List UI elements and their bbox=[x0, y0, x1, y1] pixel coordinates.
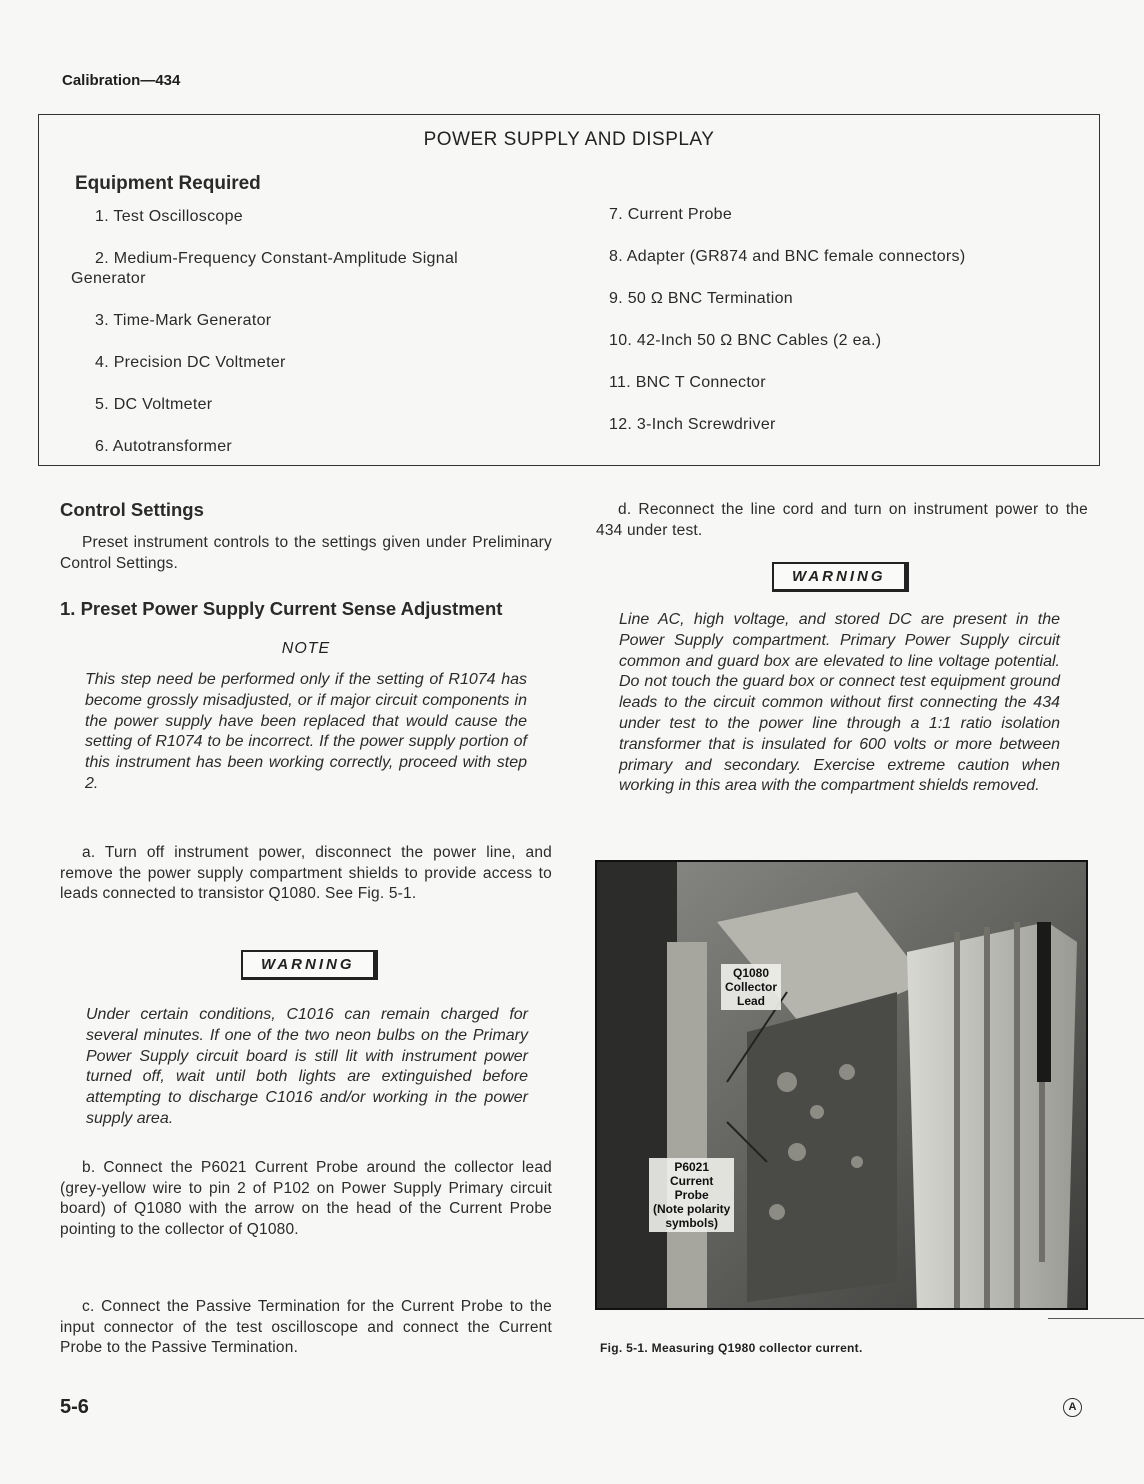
label-line: Lead bbox=[737, 994, 766, 1008]
step-b bbox=[60, 1158, 552, 1240]
warning-badge: WARNING bbox=[772, 562, 909, 592]
equipment-list-left bbox=[71, 207, 531, 479]
paragraph: d. Reconnect the line cord and turn on instrument power to the 434 under test. bbox=[596, 501, 1088, 539]
paragraph: a. Turn off instrument power, disconnect the power line, and remove the power supply compartment shields to provide access to leads connected to transistor Q1080. See Fig. 5-1. bbox=[60, 844, 552, 902]
label-line: Current bbox=[670, 1174, 714, 1188]
photo-label-q1080 bbox=[721, 964, 781, 1010]
photo-label-p6021 bbox=[649, 1158, 734, 1232]
warning-text: Line AC, high voltage, and stored DC are present in the Power Supply compartment. Primary Power Supply circuit common and guard box are elevated to line voltage potential. Do not touch the guard box or connect test equipment ground leads to the circuit common without first connecting the 434 under test to the power line through a 1:1 ratio isolation transformer that is insulated for 600 volts or more between primary and secondary. Exercise extreme caution when working in this area with the compartment shields removed. bbox=[619, 611, 1060, 795]
equipment-item: 2. Medium-Frequency Constant-Amplitude Signal Generator bbox=[71, 250, 458, 287]
equipment-heading: Equipment Required bbox=[75, 173, 261, 194]
note-label: NOTE bbox=[281, 640, 331, 657]
equipment-item: 12. 3-Inch Screwdriver bbox=[609, 416, 776, 433]
figure-photo bbox=[595, 860, 1088, 1310]
step-c bbox=[60, 1297, 552, 1359]
equipment-item: 7. Current Probe bbox=[609, 206, 733, 223]
power-supply-photo-graphic bbox=[597, 862, 1088, 1310]
revision-mark: A bbox=[1063, 1398, 1082, 1417]
equipment-item: 4. Precision DC Voltmeter bbox=[95, 354, 286, 371]
equipment-list-right bbox=[609, 205, 1079, 457]
equipment-item: 11. BNC T Connector bbox=[609, 374, 766, 391]
paragraph: b. Connect the P6021 Current Probe around the collector lead (grey-yellow wire to pin 2 of P102 on Power Supply Primary circuit board) of Q1080 with the arrow on the head of the Current Probe pointing to the collector of Q1080. bbox=[60, 1159, 552, 1238]
label-line: symbols) bbox=[665, 1216, 719, 1230]
equipment-item: 6. Autotransformer bbox=[95, 438, 233, 455]
section-title: POWER SUPPLY AND DISPLAY bbox=[423, 129, 715, 150]
paragraph: Preset instrument controls to the settings given under Preliminary Control Settings. bbox=[60, 534, 552, 572]
figure-caption: Fig. 5-1. Measuring Q1980 collector current. bbox=[600, 1341, 863, 1355]
warning-text: Under certain conditions, C1016 can remain charged for several minutes. If one of the two neon bulbs on the Primary Power Supply circuit board is still lit with instrument power turned off, wait until both lights are extinguished before attempting to discharge C1016 and/or working in the power supply area. bbox=[86, 1006, 528, 1127]
step-heading: 1. Preset Power Supply Current Sense Adjustment bbox=[60, 598, 503, 619]
step-d bbox=[596, 500, 1088, 541]
warning-badge: WARNING bbox=[241, 950, 378, 980]
label-line: Q1080 bbox=[732, 966, 770, 980]
label-line: (Note polarity bbox=[653, 1202, 731, 1216]
equipment-item: 10. 42-Inch 50 Ω BNC Cables (2 ea.) bbox=[609, 332, 882, 349]
label-line: Probe bbox=[674, 1188, 709, 1202]
control-settings-heading: Control Settings bbox=[60, 499, 204, 520]
label-line: P6021 bbox=[674, 1160, 710, 1174]
running-header: Calibration—434 bbox=[62, 72, 181, 89]
equipment-item: 1. Test Oscilloscope bbox=[95, 208, 243, 225]
equipment-box bbox=[38, 114, 1100, 466]
paragraph: c. Connect the Passive Termination for the Current Probe to the input connector of the test oscilloscope and connect the Current Probe to the Passive Termination. bbox=[60, 1298, 552, 1356]
label-line: Collector bbox=[725, 980, 778, 994]
divider bbox=[1048, 1318, 1144, 1319]
equipment-item: 9. 50 Ω BNC Termination bbox=[609, 290, 793, 307]
equipment-item: 5. DC Voltmeter bbox=[95, 396, 213, 413]
equipment-item: 3. Time-Mark Generator bbox=[95, 312, 272, 329]
step-a bbox=[60, 843, 552, 905]
control-settings-text bbox=[60, 533, 552, 574]
equipment-item: 8. Adapter (GR874 and BNC female connectors) bbox=[609, 248, 966, 265]
note-text: This step need be performed only if the setting of R1074 has become grossly misadjusted, or if major circuit components in the power supply have been replaced that would cause the setting of R1074 to be incorrect. If the power supply portion of this instrument has been working correctly, proceed with step 2. bbox=[85, 671, 527, 792]
page-number: 5-6 bbox=[60, 1396, 89, 1418]
